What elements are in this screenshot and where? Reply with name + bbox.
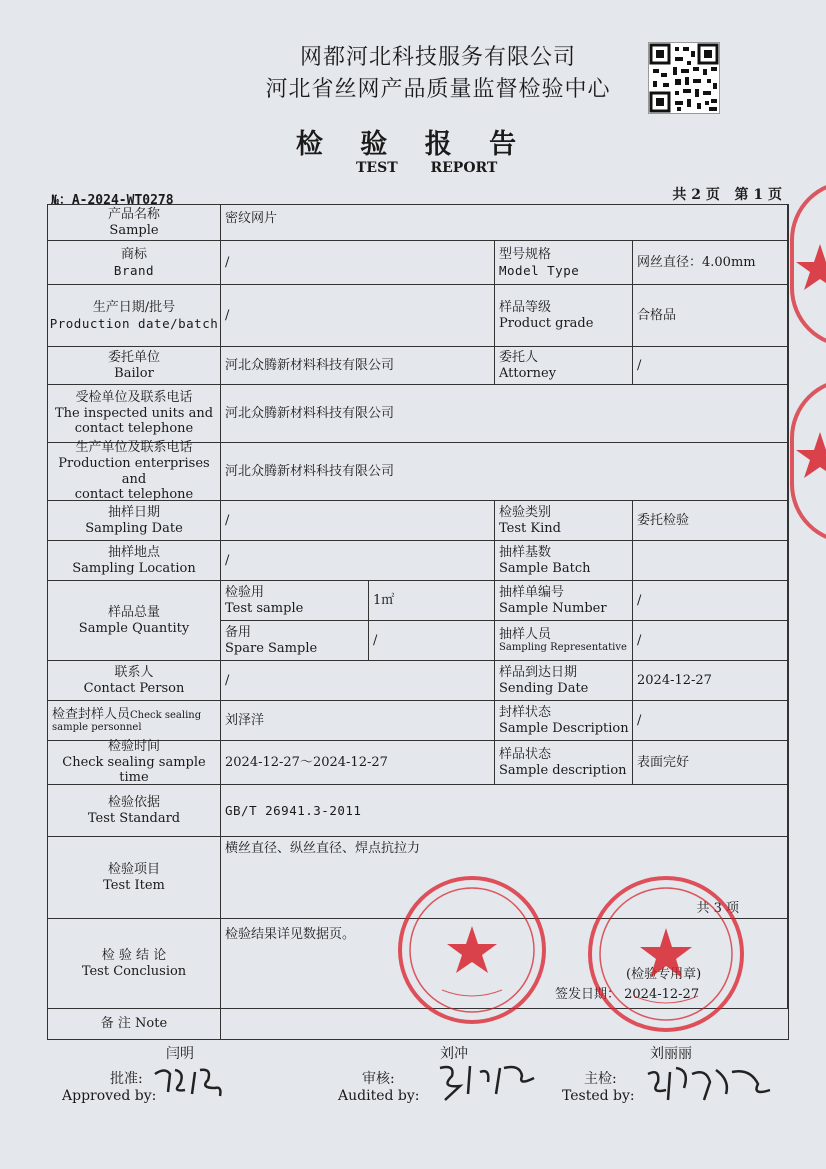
bailor-label-en: Bailor <box>114 365 154 381</box>
attorney-value: / <box>633 347 788 385</box>
sending-date-label <box>495 661 633 701</box>
seal-note: (检验专用章) <box>626 967 702 982</box>
product-grade-label-cn: 样品等级 <box>499 299 552 315</box>
auditor-name: 刘冲 <box>440 1046 468 1062</box>
production-enterprises-value: 河北众腾新材料科技有限公司 <box>221 443 788 501</box>
inspected-units-label-en2: contact telephone <box>74 421 194 437</box>
inspected-units-label-cn: 受检单位及联系电话 <box>75 390 193 406</box>
production-date-value: / <box>221 285 495 347</box>
company-line-1: 网都河北科技服务有限公司 <box>299 45 576 70</box>
audited-label-en: Audited by: <box>338 1088 420 1104</box>
sampling-rep-label-en: Sampling Representative <box>499 642 627 654</box>
production-enterprises-label <box>48 440 221 503</box>
bailor-label-cn: 委托单位 <box>107 349 160 365</box>
test-item-label <box>48 837 221 919</box>
sampling-location-label-cn: 抽样地点 <box>107 544 160 560</box>
report-title-en: TEST REPORT <box>356 160 498 176</box>
audited-label-cn: 审核: <box>362 1071 395 1087</box>
check-sealing-label-en-b: sample personnel <box>52 722 142 734</box>
test-kind-label-cn: 检验类别 <box>499 504 552 520</box>
sample-batch-label-en: Sample Batch <box>499 560 591 576</box>
test-item-label-en: Test Item <box>103 877 165 893</box>
sending-date-label-en: Sending Date <box>499 680 589 696</box>
sample-state-label-cn: 样品状态 <box>499 746 552 762</box>
sample-number-label <box>495 581 633 621</box>
sample-state-label-en: Sample description <box>499 762 627 778</box>
model-type-label <box>495 241 633 285</box>
brand-label-en: Brand <box>113 262 155 278</box>
test-standard-value: GB/T 26941.3-2011 <box>221 785 788 837</box>
conclusion-label <box>48 919 221 1009</box>
test-item-label-cn: 检验项目 <box>107 861 160 877</box>
page-counter: 共 2 页 第 1 页 <box>672 187 782 203</box>
check-sealing-label <box>48 701 221 741</box>
test-time-label-cn: 检验时间 <box>107 739 160 755</box>
contact-person-label <box>48 661 221 701</box>
test-item-count: 共 3 项 <box>696 901 739 916</box>
sampling-location-value: / <box>221 541 495 581</box>
production-enterprises-label-en1: Production enterprises and <box>58 455 210 487</box>
sampling-rep-label <box>495 621 633 661</box>
product-grade-value: 合格品 <box>633 285 788 347</box>
sample-label <box>48 205 221 241</box>
bailor-label <box>48 347 221 385</box>
company-line-2: 河北省丝网产品质量监督检验中心 <box>265 77 611 102</box>
inspected-units-value: 河北众腾新材料科技有限公司 <box>221 385 788 443</box>
check-sealing-label-en-a: Check sealing <box>130 709 202 721</box>
test-sample-label <box>221 581 369 621</box>
model-type-label-cn: 型号规格 <box>499 247 552 263</box>
production-enterprises-label-en2: contact telephone <box>74 487 194 503</box>
approver-signature <box>150 1062 240 1102</box>
report-title-cn: 检 验 报 告 <box>295 129 531 160</box>
approved-label-en: Approved by: <box>62 1088 157 1104</box>
sampling-rep-label-cn: 抽样人员 <box>499 626 552 642</box>
report-number: №：A-2024-WT0278 <box>51 193 174 208</box>
sample-description-label-en: Sample Description <box>499 720 629 736</box>
check-sealing-value: 刘泽洋 <box>221 701 495 741</box>
tester-signature <box>640 1060 780 1110</box>
sample-batch-value <box>633 541 788 581</box>
production-enterprises-label-cn: 生产单位及联系电话 <box>75 440 193 456</box>
spare-sample-label <box>221 621 369 661</box>
test-kind-label <box>495 501 633 541</box>
sample-description-label <box>495 701 633 741</box>
sample-number-value: / <box>633 581 788 621</box>
tested-label-cn: 主检: <box>584 1071 617 1087</box>
product-grade-label-en: Product grade <box>499 315 594 331</box>
sample-description-label-cn: 封样状态 <box>499 704 552 720</box>
issue-date: 签发日期： 2024-12-27 <box>555 987 700 1002</box>
test-kind-value: 委托检验 <box>633 501 788 541</box>
test-kind-label-en: Test Kind <box>499 520 561 536</box>
spare-sample-label-cn: 备用 <box>225 624 252 640</box>
contact-person-value: / <box>221 661 495 701</box>
brand-value: / <box>221 241 495 285</box>
attorney-label-en: Attorney <box>499 365 557 381</box>
edge-seal-stamp-bottom <box>790 378 826 544</box>
test-sample-label-en: Test sample <box>225 600 304 616</box>
edge-seal-stamp-top <box>790 180 826 348</box>
model-type-label-en: Model Type <box>499 262 580 278</box>
sample-quantity-label-en: Sample Quantity <box>78 620 190 636</box>
conclusion-label-en: Test Conclusion <box>81 963 187 979</box>
test-time-value: 2024-12-27～2024-12-27 <box>221 741 495 785</box>
test-time-label-en: Check sealing sample time <box>62 754 206 786</box>
test-item-text: 横丝直径、纵丝直径、焊点抗拉力 <box>225 841 421 856</box>
company-seal-stamp <box>398 876 546 1024</box>
spare-sample-label-en: Spare Sample <box>225 640 318 656</box>
conclusion-label-cn: 检 验 结 论 <box>101 947 167 963</box>
sample-batch-label <box>495 541 633 581</box>
sampling-date-label-en: Sampling Date <box>85 520 183 536</box>
sample-state-label <box>495 741 633 785</box>
sample-state-value: 表面完好 <box>633 741 788 785</box>
model-type-value: 网丝直径：4.00mm <box>633 241 788 285</box>
spare-sample-value: / <box>369 621 495 661</box>
auditor-signature <box>430 1058 550 1104</box>
test-standard-label <box>48 785 221 837</box>
production-date-label-cn: 生产日期/批号 <box>92 300 176 316</box>
test-sample-label-cn: 检验用 <box>225 584 265 600</box>
test-time-label <box>48 741 221 785</box>
qr-code-icon <box>648 42 720 114</box>
approved-label-cn: 批准: <box>110 1071 143 1087</box>
sample-label-cn: 产品名称 <box>107 206 160 222</box>
contact-person-label-cn: 联系人 <box>114 664 154 680</box>
attorney-label <box>495 347 633 385</box>
attorney-label-cn: 委托人 <box>499 349 539 365</box>
sampling-rep-value: / <box>633 621 788 661</box>
brand-label <box>48 241 221 285</box>
sending-date-label-cn: 样品到达日期 <box>499 664 578 680</box>
inspected-units-label-en1: The inspected units and <box>54 405 214 421</box>
sample-description-value: / <box>633 701 788 741</box>
sampling-location-label <box>48 541 221 581</box>
sampling-date-label-cn: 抽样日期 <box>107 504 160 520</box>
production-date-label-en: Production date/batch <box>49 315 219 331</box>
sampling-date-label <box>48 501 221 541</box>
bailor-value: 河北众腾新材料科技有限公司 <box>221 347 495 385</box>
sample-quantity-label-cn: 样品总量 <box>107 604 160 620</box>
sample-label-en: Sample <box>109 222 159 238</box>
brand-label-cn: 商标 <box>120 247 147 263</box>
tested-label-en: Tested by: <box>562 1088 635 1104</box>
sample-number-label-cn: 抽样单编号 <box>499 584 565 600</box>
conclusion-text: 检验结果详见数据页。 <box>225 927 356 942</box>
inspection-center-seal-stamp <box>588 876 744 1032</box>
sampling-location-label-en: Sampling Location <box>72 560 196 576</box>
inspected-units-label <box>48 385 221 443</box>
tester-name: 刘丽丽 <box>650 1046 692 1062</box>
sample-number-label-en: Sample Number <box>499 600 607 616</box>
sample-batch-label-cn: 抽样基数 <box>499 544 552 560</box>
note-label: 备 注 Note <box>48 1009 221 1039</box>
check-sealing-label-cn: 检查封样人员 <box>52 706 131 722</box>
test-standard-label-cn: 检验依据 <box>107 794 160 810</box>
sampling-date-value: / <box>221 501 495 541</box>
sample-value: 密纹网片 <box>221 205 788 241</box>
contact-person-label-en: Contact Person <box>83 680 185 696</box>
production-date-label <box>48 285 221 347</box>
sending-date-value: 2024-12-27 <box>633 661 788 701</box>
sample-quantity-label <box>48 581 221 661</box>
approver-name: 闫明 <box>166 1046 194 1062</box>
product-grade-label <box>495 285 633 347</box>
test-standard-label-en: Test Standard <box>87 810 181 826</box>
test-sample-value: 1㎡ <box>369 581 495 621</box>
